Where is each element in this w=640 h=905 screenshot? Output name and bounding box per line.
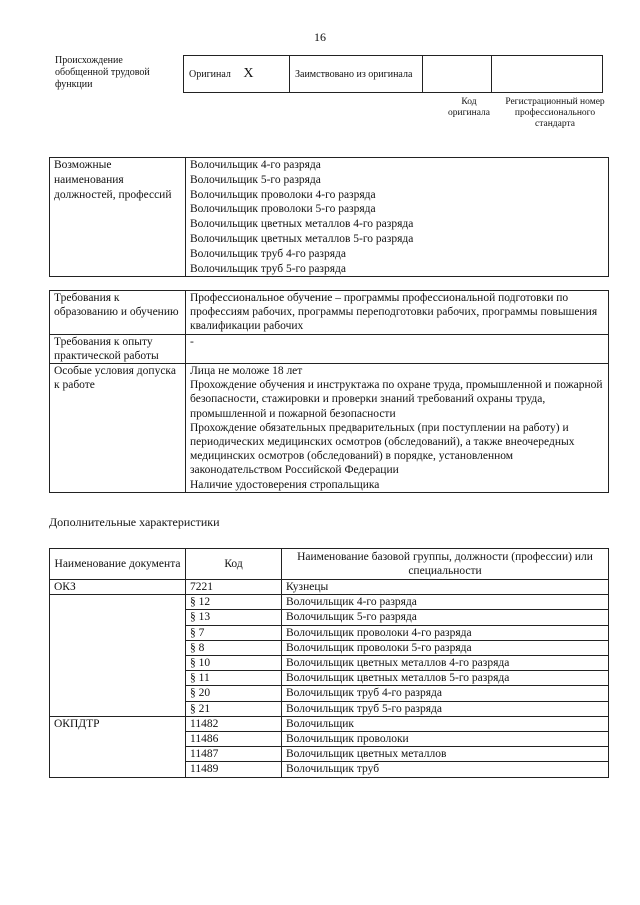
doc-cell: ОКПДТР bbox=[50, 716, 186, 777]
name-cell: Волочильщик труб bbox=[282, 762, 609, 777]
code-cell: 11487 bbox=[186, 747, 282, 762]
name-cell: Волочильщик проволоки 4-го разряда bbox=[282, 625, 609, 640]
original-cell bbox=[184, 56, 290, 93]
experience-label: Требования к опыту практической работы bbox=[50, 334, 186, 363]
name-cell: Волочильщик 4-го разряда bbox=[282, 595, 609, 610]
table-row bbox=[50, 716, 609, 731]
additional-rows bbox=[50, 580, 609, 778]
experience-value: - bbox=[186, 334, 609, 363]
education-value: Профессиональное обучение – программы профессиональной подготовки по профессиям рабочих, программы переподготовки рабочих, программы повышения квалификации рабочих bbox=[186, 291, 609, 335]
name-cell: Волочильщик труб 5-го разряда bbox=[282, 701, 609, 716]
name-cell: Волочильщик проволоки 5-го разряда bbox=[282, 640, 609, 655]
code-cell: § 13 bbox=[186, 610, 282, 625]
original-label: Оригинал bbox=[189, 69, 231, 80]
name-cell: Волочильщик труб 4-го разряда bbox=[282, 686, 609, 701]
code-cell: § 21 bbox=[186, 701, 282, 716]
header-doc: Наименование документа bbox=[50, 549, 186, 580]
name-cell: Волочильщик цветных металлов bbox=[282, 747, 609, 762]
code-cell: 11486 bbox=[186, 732, 282, 747]
reg-number-label: Регистрационный номер профессионального стандарта bbox=[505, 97, 605, 129]
table-row bbox=[50, 580, 609, 595]
position-item: Волочильщик проволоки 4-го разряда bbox=[190, 188, 376, 201]
access-item: Прохождение обучения и инструктажа по охране труда, промышленной и пожарной безопасности, стажировки и проверки знаний требований охраны труда, промышленной и пожарной безопасности bbox=[190, 379, 603, 420]
name-cell: Волочильщик цветных металлов 4-го разряда bbox=[282, 656, 609, 671]
education-label: Требования к образованию и обучению bbox=[50, 291, 186, 335]
origin-table bbox=[183, 55, 603, 93]
doc-cell: ОКЗ bbox=[50, 580, 186, 595]
position-item: Волочильщик 5-го разряда bbox=[190, 173, 321, 186]
code-cell: § 11 bbox=[186, 671, 282, 686]
page-number: 16 bbox=[314, 30, 326, 44]
code-cell: § 10 bbox=[186, 656, 282, 671]
code-cell: 7221 bbox=[186, 580, 282, 595]
name-cell: Волочильщик 5-го разряда bbox=[282, 610, 609, 625]
position-item: Волочильщик проволоки 5-го разряда bbox=[190, 203, 376, 216]
name-cell: Кузнецы bbox=[282, 580, 609, 595]
code-cell: § 20 bbox=[186, 686, 282, 701]
reg-number-cell bbox=[492, 56, 603, 93]
doc-cell bbox=[50, 595, 186, 717]
position-item: Волочильщик цветных металлов 4-го разряда bbox=[190, 218, 414, 231]
table-row bbox=[50, 595, 609, 610]
access-item: Прохождение обязательных предварительных (при поступлении на работу) и периодических медицинских осмотров (обследований), а также внеочередных медицинских осмотров (обследований) в порядке, установленном законодательством Российской Федерации bbox=[190, 421, 575, 477]
header-code: Код bbox=[186, 549, 282, 580]
position-item: Волочильщик цветных металлов 5-го разряда bbox=[190, 232, 414, 245]
code-original-cell bbox=[423, 56, 492, 93]
borrowed-label: Заимствовано из оригинала bbox=[290, 56, 423, 93]
original-mark: X bbox=[243, 66, 254, 81]
position-item: Волочильщик труб 5-го разряда bbox=[190, 262, 346, 275]
requirements-table bbox=[49, 290, 609, 493]
additional-table bbox=[49, 548, 609, 778]
positions-label: Возможные наименования должностей, профессий bbox=[50, 158, 186, 277]
additional-title: Дополнительные характеристики bbox=[49, 515, 220, 529]
header-name: Наименование базовой группы, должности (профессии) или специальности bbox=[282, 549, 609, 580]
access-label: Особые условия допуска к работе bbox=[50, 364, 186, 493]
code-cell: § 12 bbox=[186, 595, 282, 610]
position-item: Волочильщик 4-го разряда bbox=[190, 159, 321, 171]
name-cell: Волочильщик проволоки bbox=[282, 732, 609, 747]
code-cell: 11489 bbox=[186, 762, 282, 777]
code-cell: § 8 bbox=[186, 640, 282, 655]
positions-table bbox=[49, 157, 609, 277]
access-list bbox=[186, 364, 609, 493]
origin-label: Происхождение обобщенной трудовой функции bbox=[55, 55, 150, 90]
name-cell: Волочильщик цветных металлов 5-го разряда bbox=[282, 671, 609, 686]
access-item: Лица не моложе 18 лет bbox=[190, 365, 303, 378]
code-cell: § 7 bbox=[186, 625, 282, 640]
access-item: Наличие удостоверения стропальщика bbox=[190, 478, 380, 491]
code-original-label: Код оригинала bbox=[448, 97, 490, 118]
code-cell: 11482 bbox=[186, 716, 282, 731]
position-item: Волочильщик труб 4-го разряда bbox=[190, 247, 346, 260]
name-cell: Волочильщик bbox=[282, 716, 609, 731]
positions-list bbox=[186, 158, 609, 277]
